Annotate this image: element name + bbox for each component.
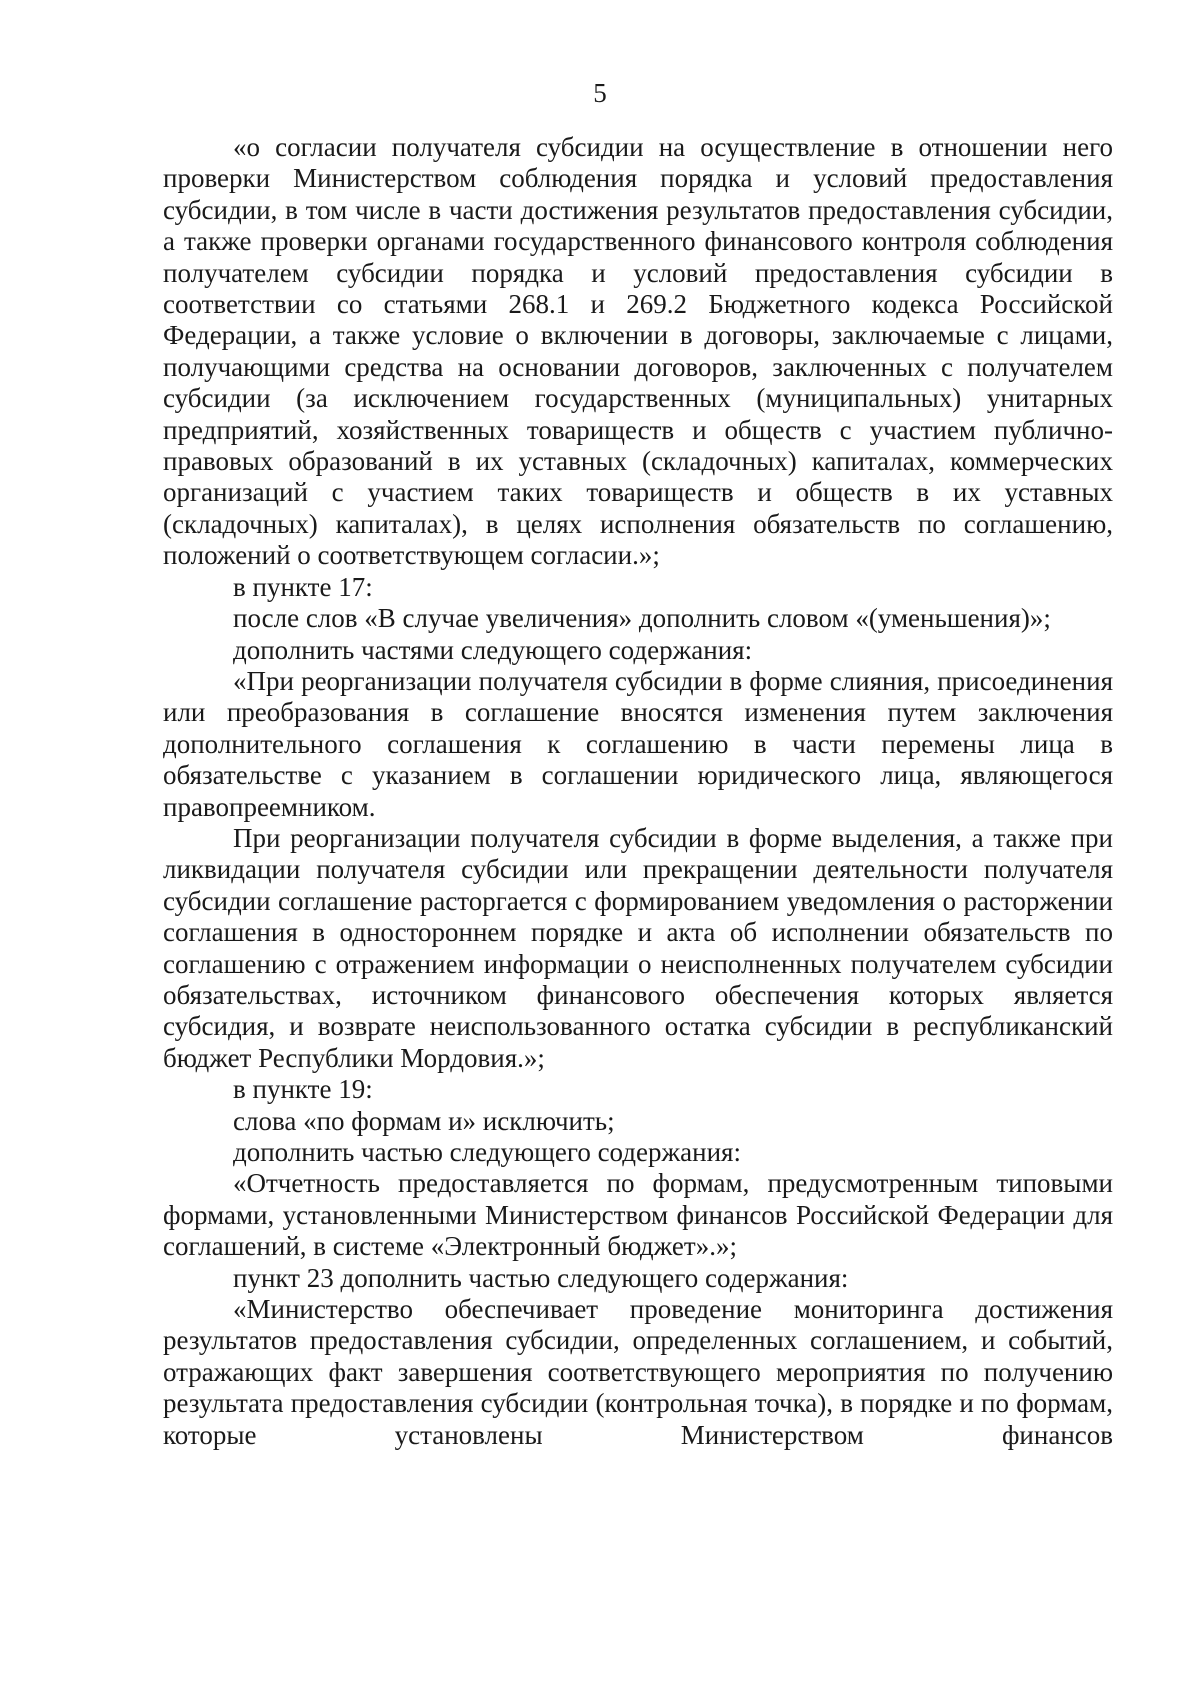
paragraph-item-17-amendment: после слов «В случае увеличения» дополнить словом «(уменьшения)»; — [233, 603, 1051, 634]
paragraph-monitoring: «Министерство обеспечивает проведение мониторинга достижения результатов предоставления субсидии, определенных соглашением, и событий, отражающих факт завершения соответствующего мероприятия по получению результата предоставления субсидии (контрольная точка), в порядке и по формам, которые установлены Министерством финансов — [163, 1294, 1113, 1450]
paragraph-item-17-heading: в пункте 17: — [233, 571, 373, 602]
paragraph-item-23-heading: пункт 23 дополнить частью следующего содержания: — [233, 1262, 849, 1293]
document-body — [163, 132, 1113, 1451]
paragraph-item-19-exclusion: слова «по формам и» исключить; — [233, 1105, 615, 1136]
paragraph-item-19-addition: дополнить частью следующего содержания: — [233, 1137, 741, 1167]
paragraph-consent-clause: «о согласии получателя субсидии на осуществление в отношении него проверки Министерством соблюдения порядка и условий предоставления субсидии, в том числе в части достижения результатов предоставления субсидии, а также проверки органами государственного финансового контроля соблюдения получателем субсидии порядка и условий предоставления субсидии в соответствии со статьями 268.1 и 269.2 Бюджетного кодекса Российской Федерации, а также условие о включении в договоры, заключаемые с лицами, получающими средства на основании договоров, заключенных с получателем субсидии (за исключением государственных (муниципальных) унитарных предприятий, хозяйственных товариществ и обществ с участием публично-правовых образований в их уставных (складочных) капиталах, коммерческих организаций с участием таких товариществ и обществ в их уставных (складочных) капиталах), в целях исполнения обязательств по соглашению, положений о соответствующем согласии.»; — [163, 132, 1113, 571]
page-number: 5 — [593, 78, 607, 108]
paragraph-item-19-heading: в пункте 19: — [233, 1074, 373, 1105]
paragraph-reorganization-separation: При реорганизации получателя субсидии в форме выделения, а также при ликвидации получателя субсидии или прекращении деятельности получателя субсидии соглашение расторгается с формированием уведомления о расторжении соглашения в одностороннем порядке и акта об исполнении обязательств по соглашению с отражением информации о неисполненных получателем субсидии обязательствах, источником финансового обеспечения которых является субсидия, и возврате неиспользованного остатка субсидии в республиканский бюджет Республики Мордовия.»; — [163, 822, 1113, 1073]
paragraph-reorganization-merger: «При реорганизации получателя субсидии в форме слияния, присоединения или преобразования в соглашение вносятся изменения путем заключения дополнительного соглашения к соглашению в части перемены лица в обязательстве с указанием в соглашении юридического лица, являющегося правопреемником. — [163, 665, 1113, 822]
paragraph-reporting: «Отчетность предоставляется по формам, предусмотренным типовыми формами, установленными Министерством финансов Российской Федерации для соглашений, в системе «Электронный бюджет».»; — [163, 1168, 1113, 1262]
paragraph-item-17-addition: дополнить частями следующего содержания: — [233, 634, 753, 665]
